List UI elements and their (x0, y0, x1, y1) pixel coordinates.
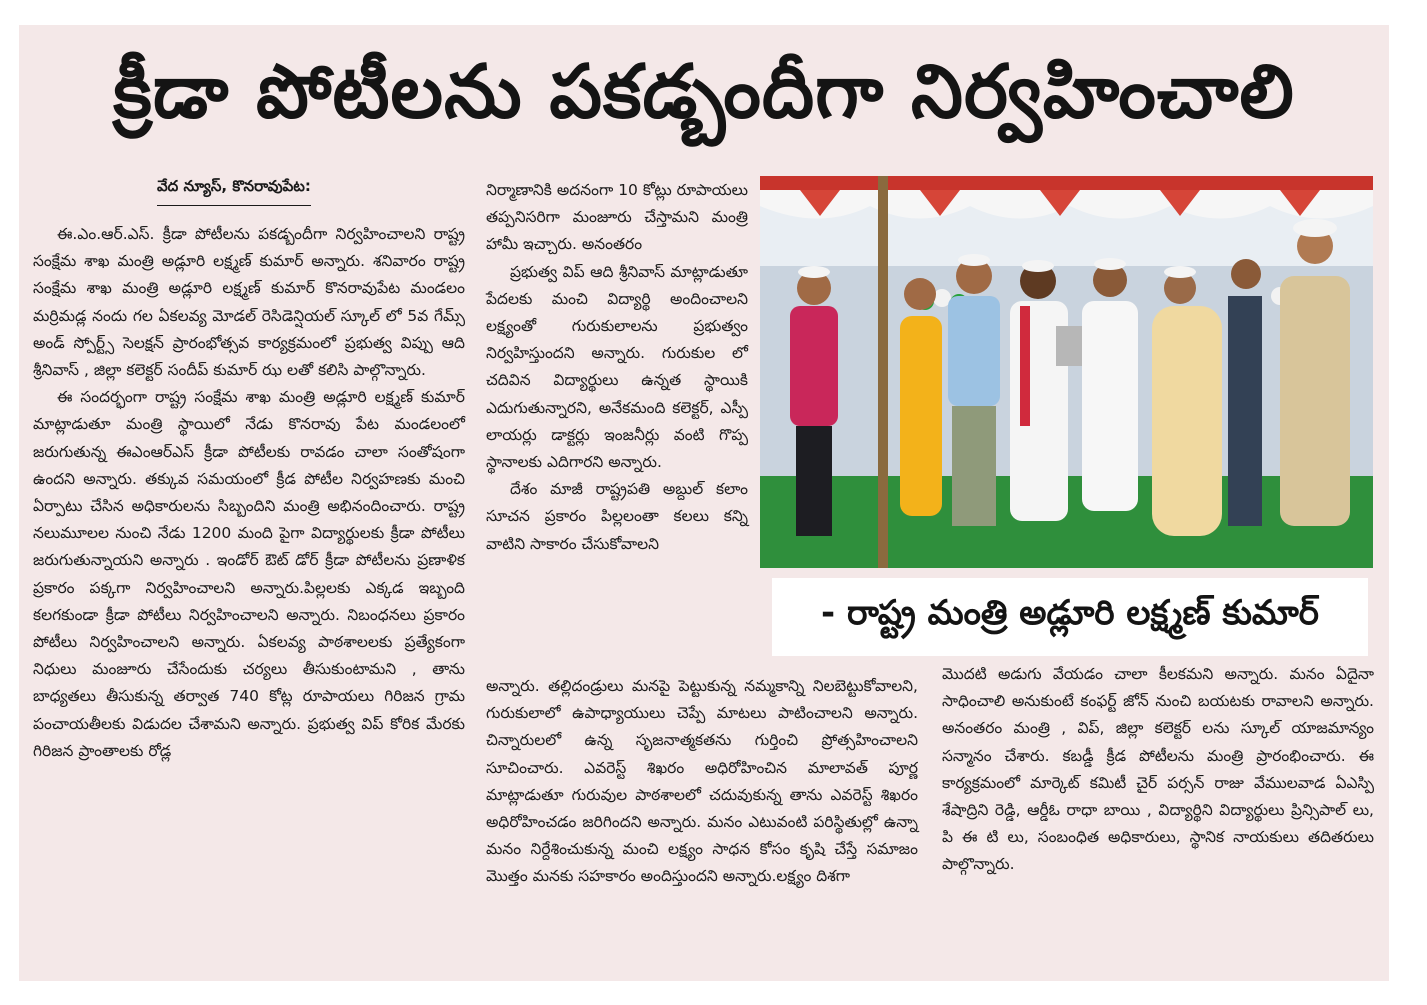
paragraph: ఈ సందర్భంగా రాష్ట్ర సంక్షేమ శాఖ మంత్రి అడ్లూరి లక్ష్మణ్ కుమార్ మాట్లాడుతూ మంత్రి స్థాయిలో నేడు కొనరావు పేట మండలంలో జరుగుతున్న ఈఎంఆర్ఎస్ క్రీడా పోటీలకు రావడం చాలా సంతోషంగా ఉందని అన్నారు. తక్కువ సమయంలో క్రీడ పోటీల నిర్వహణకు మంచి ఏర్పాటు చేసిన అధికారులను సిబ్బందిని మంత్రి అభినందించారు. రాష్ట్ర నలుమూలల నుంచి నేడు 1200 మంది పైగా విద్యార్థులకు క్రీడా పోటీలు జరుగుతున్నాయని అన్నారు . ఇండోర్ ఔట్ డోర్ క్రీడా పోటీలను ప్రణాళిక ప్రకారం పక్కగా నిర్వహించాలని అన్నారు.పిల్లలకు ఎక్కడ ఇబ్బంది కలగకుండా క్రీడా పోటీలు నిర్వహించాలని అన్నారు. నిబంధనలు ప్రకారం పోటీలు నిర్వహించాలని అన్నారు. ఏకలవ్య పాఠశాలలకు ప్రత్యేకంగా నిధులు మంజూరు చేసేందుకు చర్యలు తీసుకుంటామని , తాను బాధ్యతలు తీసుకున్న తర్వాత 740 కోట్ల రూపాయలు గిరిజన గ్రామ పంచాయతీలకు విడుదల చేశామని అన్నారు. ప్రభుత్వ విప్ కోరిక మేరకు గిరిజన ప్రాంతాలకు రోడ్ల (33, 388, 465, 760)
article-column-2 (486, 177, 748, 673)
paragraph: అన్నారు. తల్లిదండ్రులు మనపై పెట్టుకున్న నమ్మకాన్ని నిలబెట్టుకోవాలని, గురుకులాలో ఉపాధ్యాయులు చెప్పే మాటలు పాటించాలని అన్నారు. చిన్నారులలో ఉన్న సృజనాత్మకతను గుర్తించి ప్రోత్సహించాలని సూచించారు. ఎవరెస్ట్ శిఖరం అధిరోహించిన మాలావత్ పూర్ణ మాట్లాడుతూ గురువుల పాఠశాలలో చదువుకున్న తాను ఎవరెస్ట్ శిఖరం అధిరోహించడం జరిగిందని అన్నారు. మనం ఎటువంటి పరిస్థితుల్లో ఉన్నా మనం నిర్దేశించుకున్న మంచి లక్ష్యం సాధన కోసం కృషి చేస్తే సమాజం మొత్తం మనకు సహకారం అందిస్తుందని అన్నారు.లక్ష్యం దిశగా (486, 677, 918, 886)
article-column-1 (33, 221, 465, 981)
article-column-2-continued (486, 673, 918, 973)
event-photo (760, 176, 1373, 568)
paragraph: దేశం మాజీ రాష్ట్రపతి అబ్దుల్ కలాం సూచన ప్రకారం పిల్లలంతా కలలు కన్ని వాటిని సాకారం చేసుకోవాలని (486, 480, 748, 553)
byline: వేద న్యూస్, కొనరావుపేట: (157, 177, 311, 206)
photo-illustration (760, 176, 1373, 568)
headline: క్రీడా పోటీలను పకడ్బందీగా నిర్వహించాలి (113, 49, 1295, 135)
paragraph: నిర్మాణానికి అదనంగా 10 కోట్లు రూపాయలు తప్పనిసరిగా మంజూరు చేస్తామని మంత్రి హామీ ఇచ్చారు. అనంతరం (486, 181, 748, 254)
paragraph: ఈ.ఎం.ఆర్.ఎస్. క్రీడా పోటీలను పకడ్బందీగా నిర్వహించాలని రాష్ట్ర సంక్షేమ శాఖ మంత్రి అడ్లూరి లక్ష్మణ్ కుమార్ అన్నారు. శనివారం రాష్ట్ర సంక్షేమ శాఖ మంత్రి అడ్లూరి లక్ష్మణ్ కుమార్ కొనరావుపేట మండలం మర్రిమడ్ల నందు గల ఏకలవ్య మోడల్ రెసిడెన్షియల్ స్కూల్ లో 5వ గేమ్స్ అండ్ స్పోర్ట్స్ సెలక్షన్ ప్రారంభోత్సవ కార్యక్రమంలో ప్రభుత్వ విప్పు ఆది శ్రీనివాస్ , జిల్లా కలెక్టర్ సందీప్ కుమార్ ఝ లతో కలిసి పాల్గొన్నారు. (33, 225, 465, 380)
article-column-3 (942, 661, 1374, 961)
photo-caption: - రాష్ట్ర మంత్రి అడ్లూరి లక్ష్మణ్ కుమార్ (772, 578, 1368, 656)
paragraph: మొదటి అడుగు వేయడం చాలా కీలకమని అన్నారు. మనం ఏదైనా సాధించాలి అనుకుంటే కంఫర్ట్ జోన్ నుంచి బయటకు రావాలని అన్నారు. అనంతరం మంత్రి , విప్, జిల్లా కలెక్టర్ లను స్కూల్ యాజమాన్యం సన్మానం చేశారు. కబడ్డీ క్రీడ పోటీలను మంత్రి ప్రారంభించారు. ఈ కార్యక్రమంలో మార్కెట్ కమిటీ చైర్ పర్సన్ రాజు వేములవాడ ఏఎస్పి శేషాద్రిని రెడ్డి, ఆర్డీఓ రాధా బాయి , విద్యార్థిని విద్యార్థులు ప్రిన్సిపాల్ లు, పి ఈ టి లు, సంబంధిత అధికారులు, స్థానిక నాయకులు తదితరులు పాల్గొన్నారు. (942, 665, 1374, 874)
paragraph: ప్రభుత్వ విప్ ఆది శ్రీనివాస్ మాట్లాడుతూ పేదలకు మంచి విద్యార్థి అందించాలని లక్ష్యంతో గురుకులాలను ప్రభుత్వం నిర్వహిస్తుందని అన్నారు. గురుకుల లో చదివిన విద్యార్థులు ఉన్నత స్థాయికి ఎదుగుతున్నారని, అనేకమంది కలెక్టర్, ఎస్పీ లాయర్లు డాక్టర్లు ఇంజనీర్లు వంటి గొప్ప స్థానాలకు ఎదిగారని అన్నారు. (486, 262, 748, 472)
newspaper-clipping (19, 25, 1389, 981)
